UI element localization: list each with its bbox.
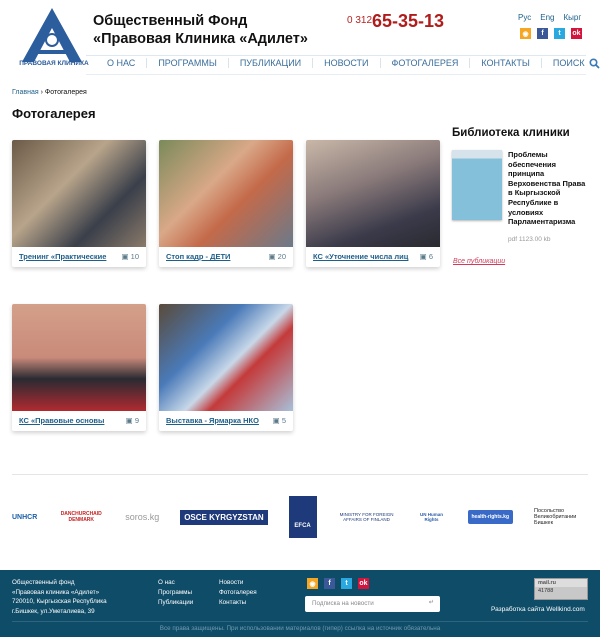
- nav-programs[interactable]: ПРОГРАММЫ: [147, 58, 229, 68]
- breadcrumb-sep: ›: [40, 89, 43, 96]
- photo-count: ▣ 20: [268, 252, 286, 261]
- gallery-title[interactable]: КС «Уточнение числа лиц: [313, 252, 409, 261]
- gallery-card[interactable]: [159, 140, 293, 267]
- subscribe-input[interactable]: Подписка на новости ↵: [305, 596, 440, 612]
- footer-link-about[interactable]: О нас: [158, 579, 175, 586]
- gallery-thumbnail[interactable]: [159, 304, 293, 411]
- nav-publications[interactable]: ПУБЛИКАЦИИ: [229, 58, 313, 68]
- twitter-icon[interactable]: t: [554, 28, 565, 39]
- social-links: [520, 28, 582, 39]
- divider: [86, 74, 586, 75]
- camera-icon: ▣: [268, 252, 278, 261]
- partner-unhcr[interactable]: UNHCR: [12, 513, 38, 521]
- camera-icon: ▣: [272, 416, 282, 425]
- gallery-title[interactable]: Тренинг «Практические: [19, 252, 107, 261]
- footer-social-links: [307, 578, 369, 589]
- photo-count: ▣ 9: [125, 416, 139, 425]
- org-name: Общественный Фонд «Правовая Клиника «Адилет»: [93, 13, 308, 47]
- camera-icon: ▣: [125, 416, 135, 425]
- breadcrumb-home[interactable]: Главная: [12, 89, 39, 96]
- partner-uk-embassy[interactable]: Посольство Великобритании Бишкек: [533, 508, 577, 526]
- gallery-title[interactable]: КС «Правовые основы: [19, 416, 105, 425]
- gallery-card[interactable]: [306, 140, 440, 267]
- lang-ky[interactable]: Кырг: [563, 13, 582, 22]
- footer: [0, 570, 600, 637]
- gallery-thumbnail[interactable]: [159, 140, 293, 247]
- footer-address: Общественный фонд «Правовая клиника «Адилет» 720010, Кыргызская Республика г.Бишкек, ул.Уметалиева, 39: [12, 579, 107, 615]
- search-icon[interactable]: [589, 58, 600, 69]
- logo-caption: ПРАВОВАЯ КЛИНИКА: [19, 60, 89, 67]
- photo-count: ▣ 6: [419, 252, 433, 261]
- gallery-title[interactable]: Выставка - Ярмарка НКО: [166, 416, 259, 425]
- footer-links-2: [219, 578, 257, 608]
- book-cover[interactable]: [452, 150, 502, 220]
- nav-gallery[interactable]: ФОТОГАЛЕРЕЯ: [381, 58, 471, 68]
- footer-link-contacts[interactable]: Контакты: [219, 599, 247, 606]
- footer-link-publications[interactable]: Публикации: [158, 599, 194, 606]
- copyright: Все права защищены. При использовании материалов (гипер) ссылка на источник обязательна: [159, 625, 441, 632]
- book-size: pdf 1123.00 kb: [508, 236, 551, 243]
- language-switcher: [518, 13, 581, 22]
- footer-links-1: [158, 578, 193, 608]
- page-title: Фотогалерея: [12, 106, 96, 121]
- mailru-counter[interactable]: mail.ru 41788: [534, 578, 588, 600]
- sidebar-title: Библиотека клиники: [452, 127, 570, 139]
- footer-link-programs[interactable]: Программы: [158, 589, 193, 596]
- gallery-card[interactable]: [12, 140, 146, 267]
- footer-link-gallery[interactable]: Фотогалерея: [219, 589, 257, 596]
- partner-finland[interactable]: MINISTRY FOR FOREIGN AFFAIRS OF FINLAND: [339, 512, 394, 522]
- partner-osce[interactable]: OSCE KYRGYZSTAN: [180, 510, 267, 525]
- gallery-title[interactable]: Стоп кадр - ДЕТИ: [166, 252, 231, 261]
- twitter-icon[interactable]: t: [341, 578, 352, 589]
- partner-health-rights[interactable]: health-rights.kg: [468, 510, 514, 524]
- photo-count: ▣ 5: [272, 416, 286, 425]
- nav-about[interactable]: О НАС: [96, 58, 147, 68]
- breadcrumb-current: Фотогалерея: [44, 89, 87, 96]
- camera-icon: ▣: [419, 252, 429, 261]
- nav-news[interactable]: НОВОСТИ: [313, 58, 380, 68]
- gallery-thumbnail[interactable]: [306, 140, 440, 247]
- book-title[interactable]: Проблемы обеспечения принципа Верховенства Права в Кыргызской Республике в условиях Парламентаризма: [508, 150, 586, 227]
- gallery-thumbnail[interactable]: [12, 140, 146, 247]
- nav-search[interactable]: ПОИСК: [552, 58, 585, 68]
- facebook-icon[interactable]: f: [537, 28, 548, 39]
- photo-count: ▣ 10: [121, 252, 139, 261]
- gallery-card[interactable]: [12, 304, 146, 431]
- partner-un-human-rights[interactable]: UN Human Rights: [420, 512, 444, 522]
- divider: [12, 474, 588, 475]
- footer-link-news[interactable]: Новости: [219, 579, 244, 586]
- lang-en[interactable]: Eng: [540, 13, 555, 22]
- rss-icon[interactable]: ◉: [307, 578, 318, 589]
- gallery-card[interactable]: [159, 304, 293, 431]
- partner-efca[interactable]: EFCA: [289, 496, 317, 538]
- odnoklassniki-icon[interactable]: ok: [359, 580, 368, 587]
- enter-icon[interactable]: ↵: [428, 599, 434, 606]
- phone-number: 65-35-13: [372, 11, 445, 31]
- facebook-icon[interactable]: f: [324, 578, 335, 589]
- rss-icon[interactable]: ◉: [520, 28, 531, 39]
- odnoklassniki-icon[interactable]: ok: [572, 30, 581, 37]
- breadcrumb: [12, 89, 87, 96]
- partners-logos: [12, 492, 588, 542]
- lang-ru[interactable]: Рус: [518, 13, 532, 22]
- partner-soros[interactable]: soros.kg: [125, 512, 160, 522]
- partner-danchurchaid[interactable]: DANCHURCHAID DENMARK: [60, 511, 102, 523]
- nav-contacts[interactable]: КОНТАКТЫ: [470, 58, 542, 68]
- gallery-thumbnail[interactable]: [12, 304, 146, 411]
- phone-prefix: 0 312: [347, 15, 373, 26]
- all-publications-link[interactable]: Все публикации: [453, 258, 506, 265]
- developer-credit[interactable]: Разработка сайта Wellkind.com: [491, 606, 585, 613]
- main-nav: [96, 56, 600, 70]
- divider: [12, 621, 588, 622]
- camera-icon: ▣: [121, 252, 131, 261]
